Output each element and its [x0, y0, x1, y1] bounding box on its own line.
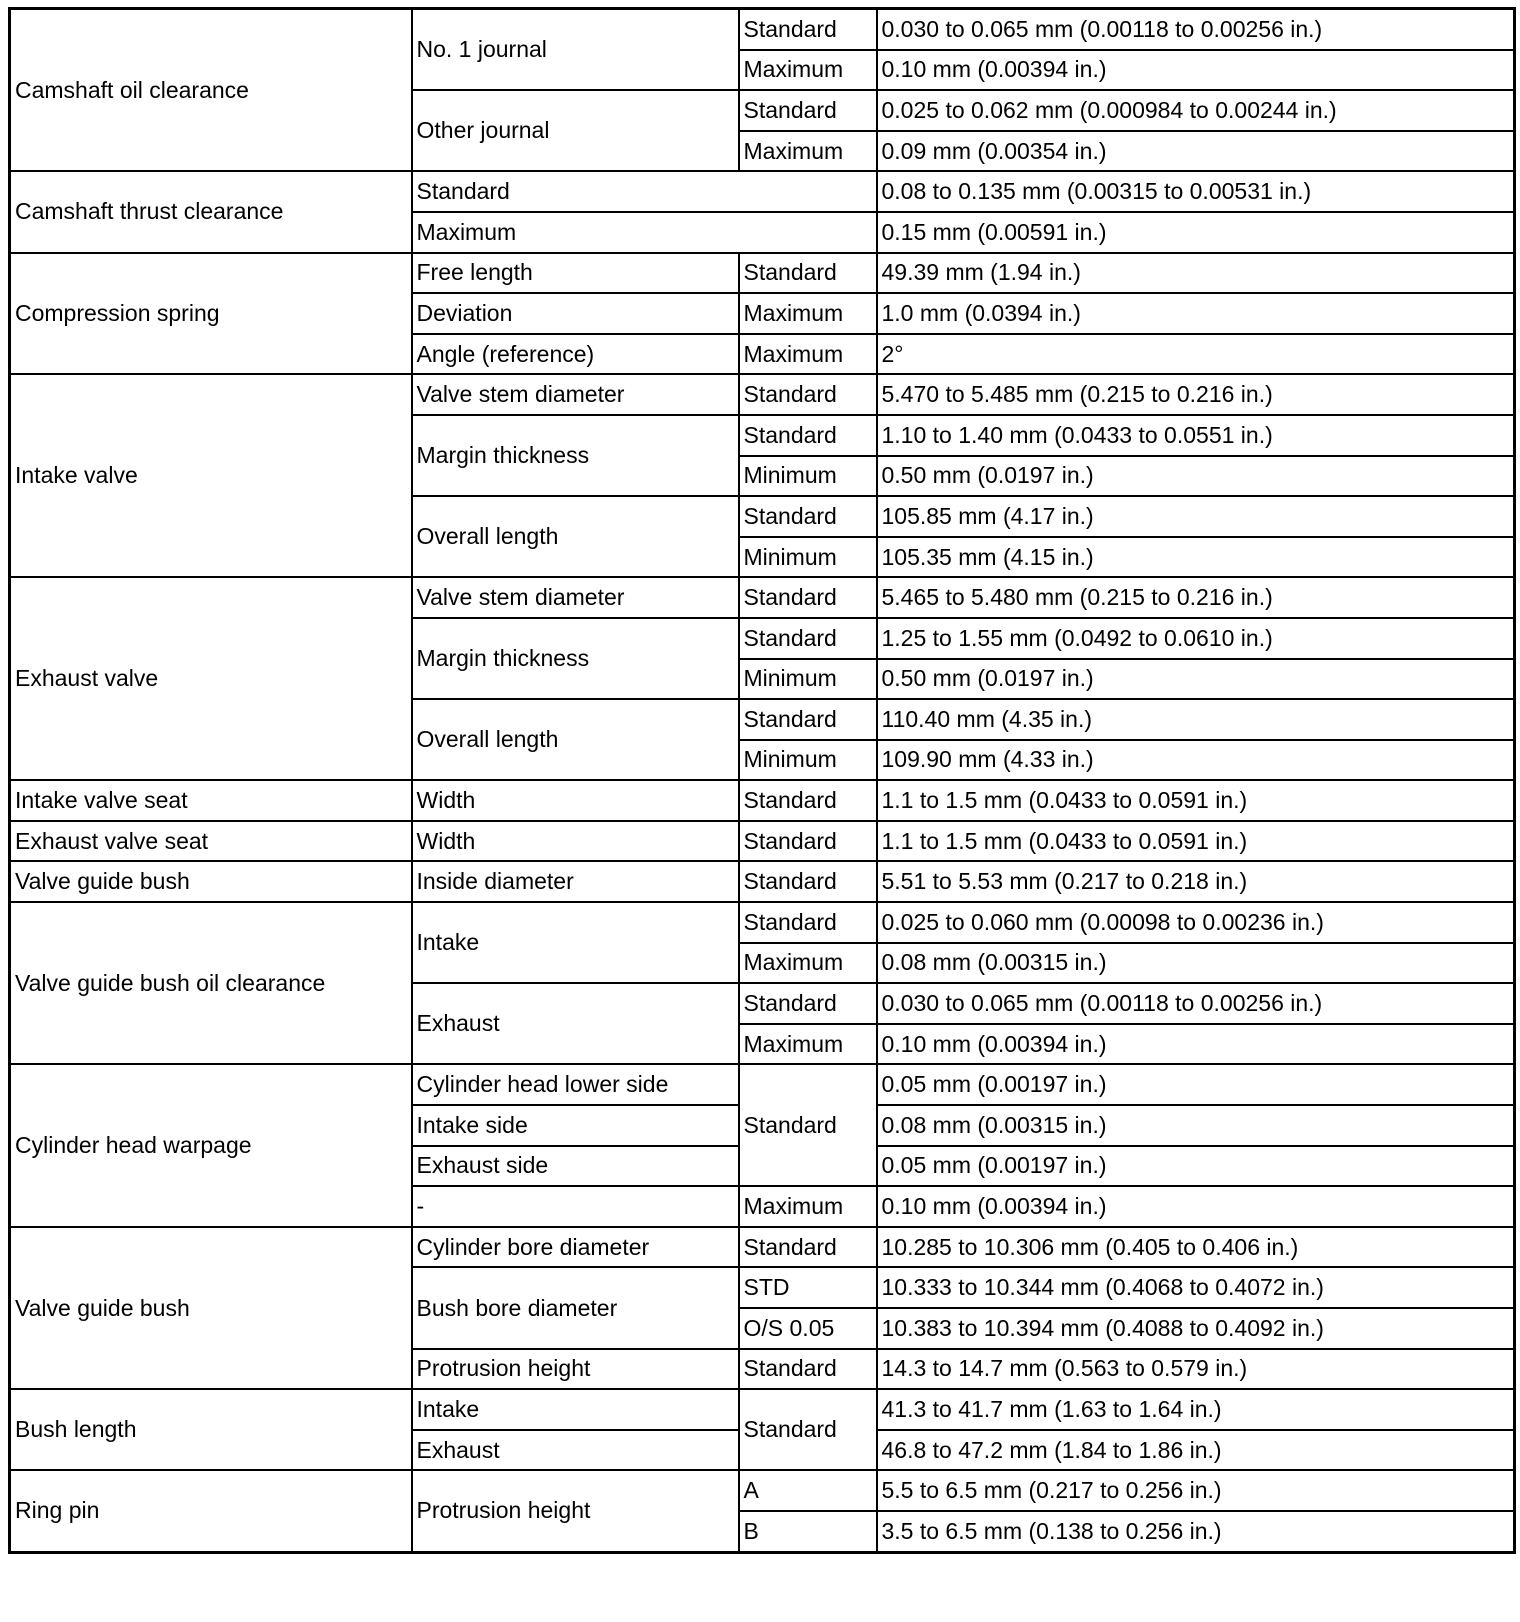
value-cell: 0.09 mm (0.00354 in.) [877, 131, 1515, 172]
value-cell: 0.030 to 0.065 mm (0.00118 to 0.00256 in.) [877, 983, 1515, 1024]
item-cell: Exhaust valve seat [10, 821, 412, 862]
condition-cell: Maximum [739, 131, 877, 172]
value-cell: 0.10 mm (0.00394 in.) [877, 1024, 1515, 1065]
item-cell: Valve guide bush [10, 1227, 412, 1389]
condition-cell: Standard [739, 577, 877, 618]
sub-item-cell: Cylinder head lower side [412, 1064, 739, 1105]
value-cell: 0.025 to 0.060 mm (0.00098 to 0.00236 in.) [877, 902, 1515, 943]
table-row [10, 9, 1515, 50]
condition-cell: Minimum [739, 537, 877, 578]
value-cell: 14.3 to 14.7 mm (0.563 to 0.579 in.) [877, 1349, 1515, 1390]
condition-cell: Maximum [739, 1024, 877, 1065]
condition-cell: Standard [739, 821, 877, 862]
value-cell: 1.1 to 1.5 mm (0.0433 to 0.0591 in.) [877, 780, 1515, 821]
sub-item-cell: Maximum [412, 212, 877, 253]
sub-item-cell: - [412, 1186, 739, 1227]
condition-cell: Standard [739, 1349, 877, 1390]
value-cell: 1.25 to 1.55 mm (0.0492 to 0.0610 in.) [877, 618, 1515, 659]
condition-cell: Maximum [739, 943, 877, 984]
value-cell: 0.030 to 0.065 mm (0.00118 to 0.00256 in.) [877, 9, 1515, 50]
table-row [10, 374, 1515, 415]
sub-item-cell: No. 1 journal [412, 9, 739, 91]
value-cell: 110.40 mm (4.35 in.) [877, 699, 1515, 740]
item-cell: Valve guide bush [10, 861, 412, 902]
item-cell: Intake valve seat [10, 780, 412, 821]
item-cell: Ring pin [10, 1470, 412, 1552]
condition-cell: Standard [739, 861, 877, 902]
item-cell: Camshaft oil clearance [10, 9, 412, 172]
value-cell: 0.05 mm (0.00197 in.) [877, 1064, 1515, 1105]
value-cell: 3.5 to 6.5 mm (0.138 to 0.256 in.) [877, 1511, 1515, 1552]
item-cell: Camshaft thrust clearance [10, 171, 412, 252]
sub-item-cell: Protrusion height [412, 1349, 739, 1390]
item-cell: Exhaust valve [10, 577, 412, 780]
sub-item-cell: Intake [412, 1389, 739, 1430]
value-cell: 0.50 mm (0.0197 in.) [877, 659, 1515, 700]
condition-cell: Standard [739, 415, 877, 456]
value-cell: 5.51 to 5.53 mm (0.217 to 0.218 in.) [877, 861, 1515, 902]
value-cell: 0.50 mm (0.0197 in.) [877, 456, 1515, 497]
sub-item-cell: Width [412, 780, 739, 821]
sub-item-cell: Protrusion height [412, 1470, 739, 1552]
table-row [10, 902, 1515, 943]
table-row [10, 1470, 1515, 1511]
condition-cell: Minimum [739, 740, 877, 781]
value-cell: 1.10 to 1.40 mm (0.0433 to 0.0551 in.) [877, 415, 1515, 456]
condition-cell: Standard [739, 780, 877, 821]
value-cell: 10.333 to 10.344 mm (0.4068 to 0.4072 in.) [877, 1267, 1515, 1308]
table-row [10, 171, 1515, 212]
sub-item-cell: Cylinder bore diameter [412, 1227, 739, 1268]
sub-item-cell: Other journal [412, 90, 739, 171]
item-cell: Bush length [10, 1389, 412, 1470]
value-cell: 109.90 mm (4.33 in.) [877, 740, 1515, 781]
value-cell: 46.8 to 47.2 mm (1.84 to 1.86 in.) [877, 1430, 1515, 1471]
condition-cell: Standard [739, 496, 877, 537]
condition-cell: Standard [739, 1227, 877, 1268]
condition-cell: Standard [739, 90, 877, 131]
sub-item-cell: Valve stem diameter [412, 374, 739, 415]
value-cell: 5.5 to 6.5 mm (0.217 to 0.256 in.) [877, 1470, 1515, 1511]
sub-item-cell: Overall length [412, 699, 739, 780]
sub-item-cell: Overall length [412, 496, 739, 577]
sub-item-cell: Bush bore diameter [412, 1267, 739, 1348]
condition-cell: Standard [739, 374, 877, 415]
condition-cell: Standard [739, 699, 877, 740]
sub-item-cell: Width [412, 821, 739, 862]
value-cell: 41.3 to 41.7 mm (1.63 to 1.64 in.) [877, 1389, 1515, 1430]
item-cell: Compression spring [10, 253, 412, 375]
condition-cell: Maximum [739, 293, 877, 334]
condition-cell: Standard [739, 902, 877, 943]
sub-item-cell: Exhaust [412, 983, 739, 1064]
condition-cell: Minimum [739, 456, 877, 497]
condition-cell: Maximum [739, 50, 877, 91]
value-cell: 5.470 to 5.485 mm (0.215 to 0.216 in.) [877, 374, 1515, 415]
condition-cell: Standard [739, 9, 877, 50]
table-row [10, 253, 1515, 294]
value-cell: 10.285 to 10.306 mm (0.405 to 0.406 in.) [877, 1227, 1515, 1268]
value-cell: 1.0 mm (0.0394 in.) [877, 293, 1515, 334]
specification-table [8, 7, 1516, 1554]
value-cell: 0.025 to 0.062 mm (0.000984 to 0.00244 in.) [877, 90, 1515, 131]
sub-item-cell: Angle (reference) [412, 334, 739, 375]
condition-cell: O/S 0.05 [739, 1308, 877, 1349]
value-cell: 5.465 to 5.480 mm (0.215 to 0.216 in.) [877, 577, 1515, 618]
value-cell: 0.05 mm (0.00197 in.) [877, 1146, 1515, 1187]
value-cell: 0.15 mm (0.00591 in.) [877, 212, 1515, 253]
value-cell: 105.85 mm (4.17 in.) [877, 496, 1515, 537]
condition-cell: STD [739, 1267, 877, 1308]
table-row [10, 577, 1515, 618]
condition-cell: A [739, 1470, 877, 1511]
table-row [10, 780, 1515, 821]
sub-item-cell: Standard [412, 171, 877, 212]
table-row [10, 861, 1515, 902]
sub-item-cell: Inside diameter [412, 861, 739, 902]
sub-item-cell: Free length [412, 253, 739, 294]
table-row [10, 1227, 1515, 1268]
item-cell: Intake valve [10, 374, 412, 577]
sub-item-cell: Valve stem diameter [412, 577, 739, 618]
value-cell: 0.10 mm (0.00394 in.) [877, 1186, 1515, 1227]
sub-item-cell: Intake [412, 902, 739, 983]
condition-cell: Standard [739, 1389, 877, 1470]
value-cell: 0.08 mm (0.00315 in.) [877, 943, 1515, 984]
value-cell: 49.39 mm (1.94 in.) [877, 253, 1515, 294]
condition-cell: Maximum [739, 334, 877, 375]
condition-cell: Maximum [739, 1186, 877, 1227]
value-cell: 2° [877, 334, 1515, 375]
item-cell: Cylinder head warpage [10, 1064, 412, 1226]
value-cell: 0.08 mm (0.00315 in.) [877, 1105, 1515, 1146]
condition-cell: Standard [739, 618, 877, 659]
value-cell: 10.383 to 10.394 mm (0.4088 to 0.4092 in.) [877, 1308, 1515, 1349]
condition-cell: Minimum [739, 659, 877, 700]
item-cell: Valve guide bush oil clearance [10, 902, 412, 1064]
condition-cell: Standard [739, 983, 877, 1024]
sub-item-cell: Margin thickness [412, 618, 739, 699]
sub-item-cell: Exhaust side [412, 1146, 739, 1187]
condition-cell: Standard [739, 1064, 877, 1186]
value-cell: 1.1 to 1.5 mm (0.0433 to 0.0591 in.) [877, 821, 1515, 862]
sub-item-cell: Intake side [412, 1105, 739, 1146]
value-cell: 0.08 to 0.135 mm (0.00315 to 0.00531 in.) [877, 171, 1515, 212]
value-cell: 0.10 mm (0.00394 in.) [877, 50, 1515, 91]
sub-item-cell: Margin thickness [412, 415, 739, 496]
table-row [10, 1064, 1515, 1105]
table-row [10, 1389, 1515, 1430]
sub-item-cell: Deviation [412, 293, 739, 334]
table-row [10, 821, 1515, 862]
sub-item-cell: Exhaust [412, 1430, 739, 1471]
condition-cell: B [739, 1511, 877, 1552]
value-cell: 105.35 mm (4.15 in.) [877, 537, 1515, 578]
condition-cell: Standard [739, 253, 877, 294]
